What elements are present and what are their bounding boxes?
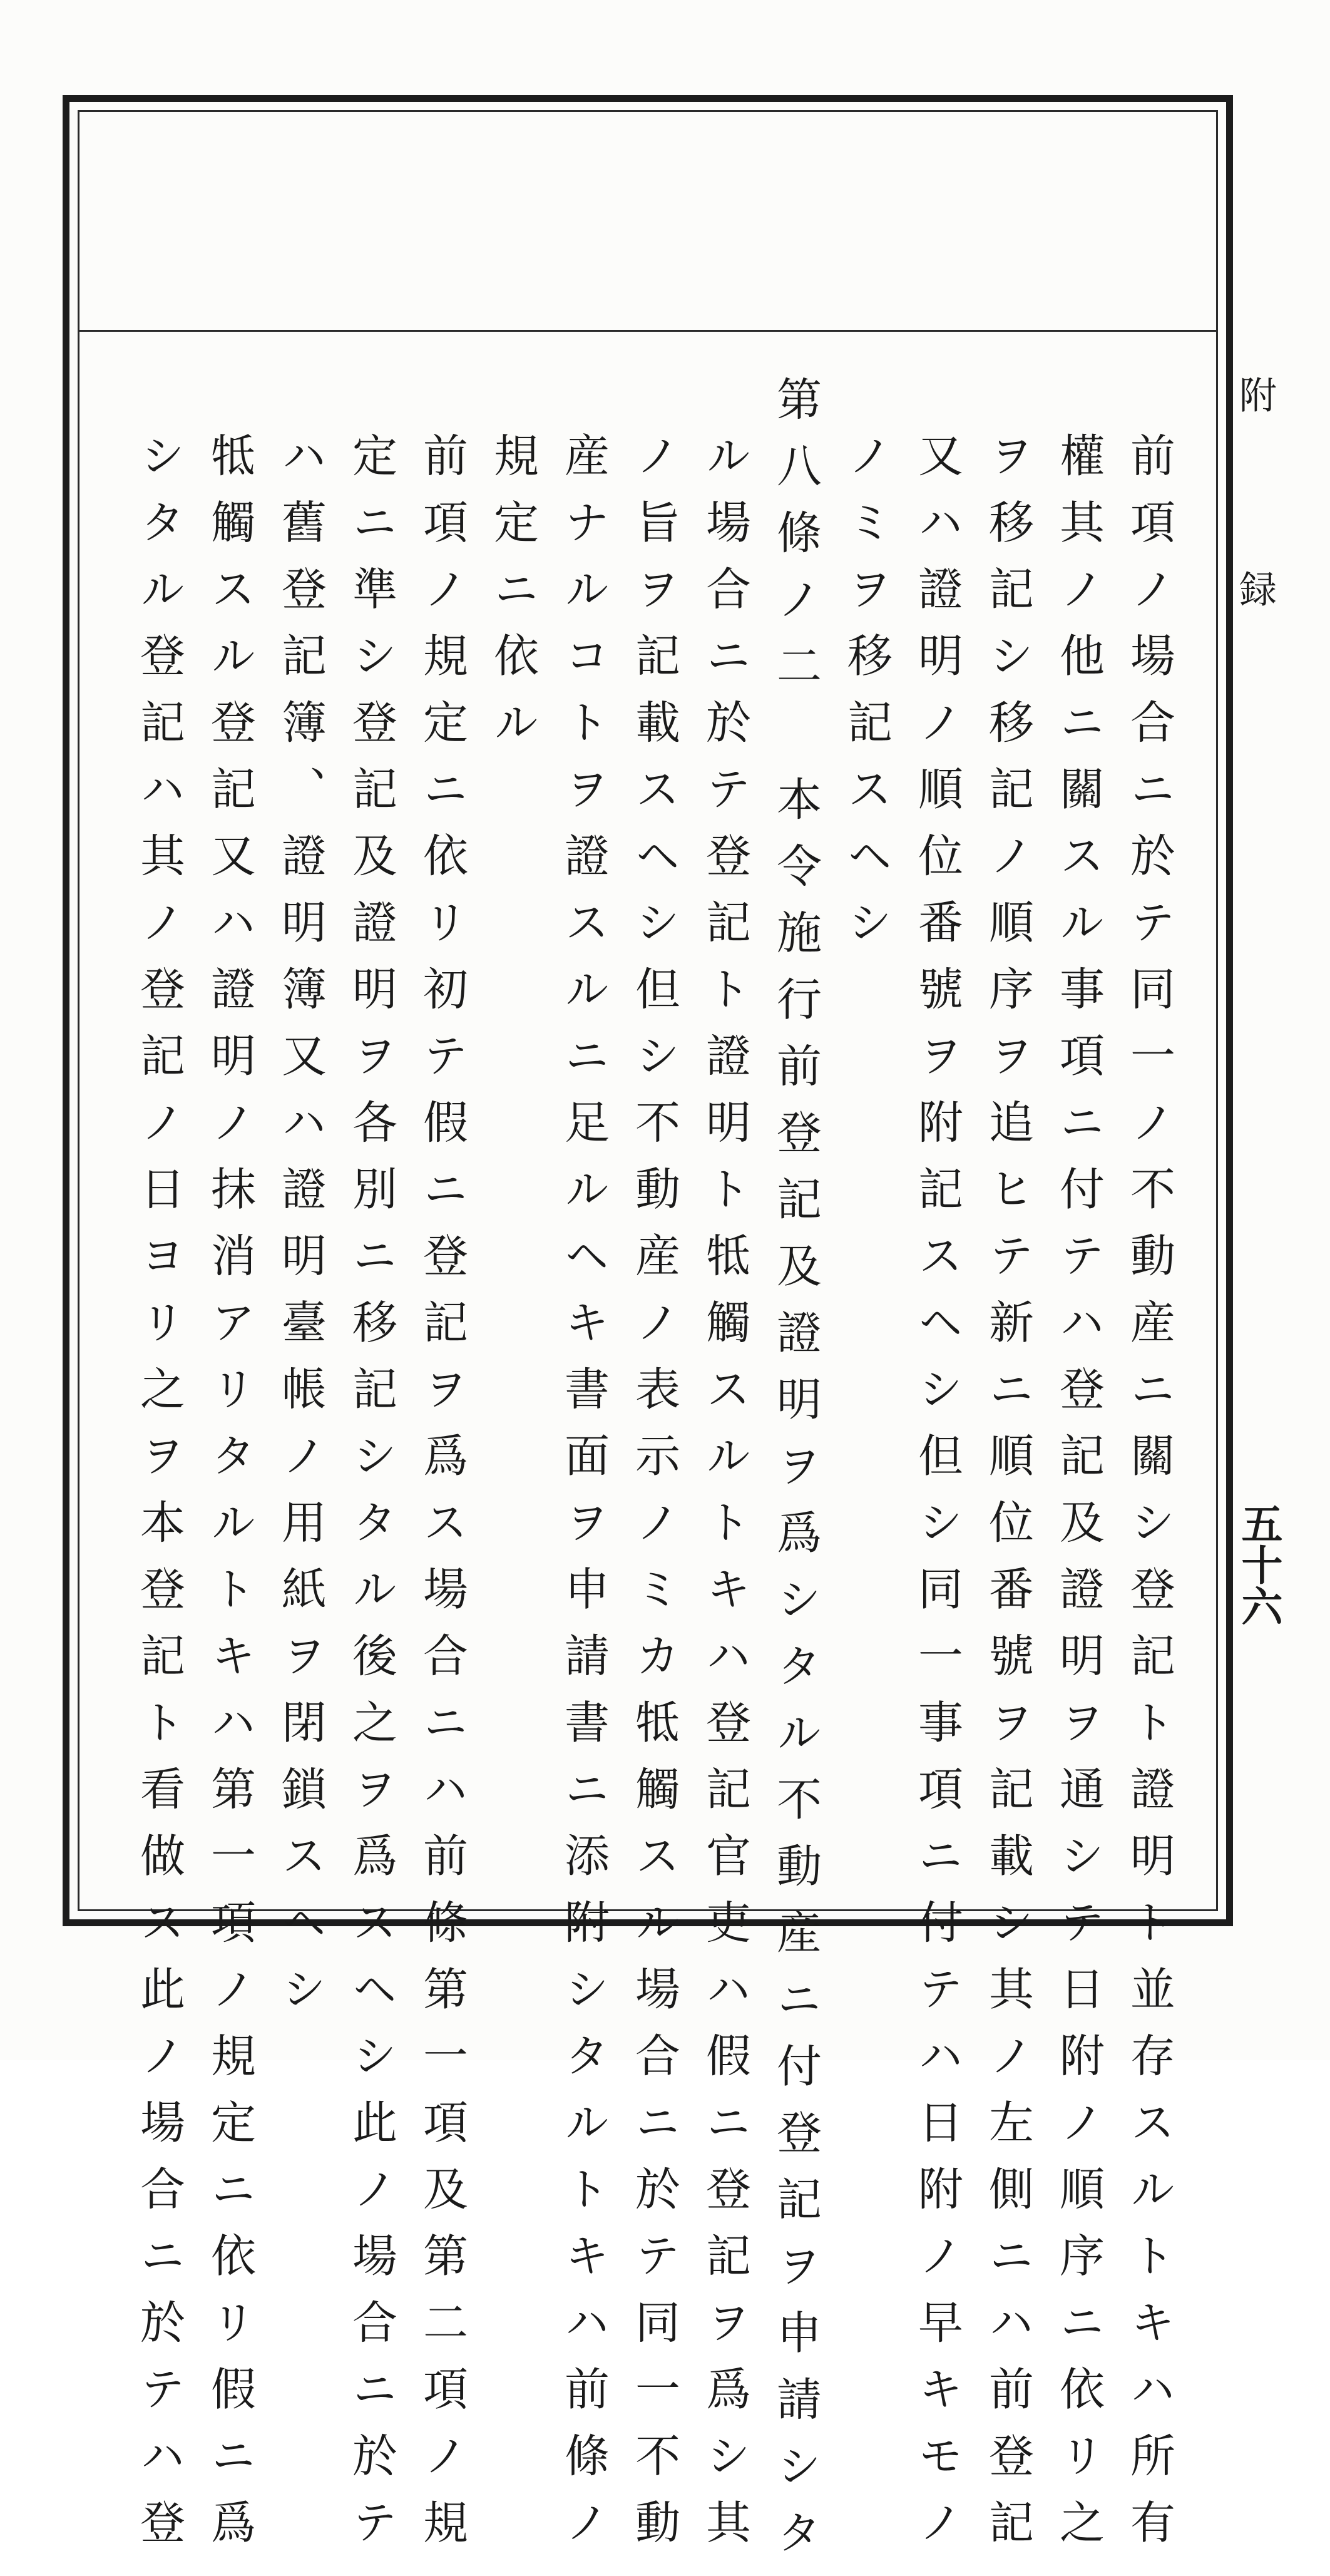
text-column-6: 第八條ノ二 本令施行前登記及證明ヲ爲シタル不動産ニ付登記ヲ申請シタ bbox=[769, 376, 822, 2576]
text-column-10: 規定ニ依ル bbox=[486, 432, 539, 766]
text-column-15: シタル登記ハ其ノ登記ノ日ヨリ之ヲ本登記ト看做ス此ノ場合ニ於テハ登 bbox=[133, 432, 185, 2565]
text-column-8: ノ旨ヲ記載スヘシ但シ不動産ノ表示ノミカ牴觸スル場合ニ於テ同一不動 bbox=[628, 432, 680, 2565]
text-column-5: ノミヲ移記スヘシ bbox=[840, 432, 893, 965]
text-column-9: 産ナルコトヲ證スルニ足ルヘキ書面ヲ申請書ニ添附シタルトキハ前條ノ bbox=[557, 432, 610, 2565]
text-column-4: 又ハ證明ノ順位番號ヲ附記スヘシ但シ同一事項ニ付テハ日附ノ早キモノ bbox=[911, 432, 963, 2565]
text-column-14: 牴觸スル登記又ハ證明ノ抹消アリタルトキハ第一項ノ規定ニ依リ假ニ爲 bbox=[203, 432, 256, 2565]
text-column-1: 前項ノ場合ニ於テ同一ノ不動産ニ關シ登記ト證明ト並存スルトキハ所有 bbox=[1123, 432, 1175, 2565]
text-column-11: 前項ノ規定ニ依リ初テ假ニ登記ヲ爲ス場合ニハ前條第一項及第二項ノ規 bbox=[416, 432, 468, 2565]
side-title: 附 録 bbox=[1233, 376, 1277, 664]
text-column-7: ル場合ニ於テ登記ト證明ト牴觸スルトキハ登記官吏ハ假ニ登記ヲ爲シ其 bbox=[698, 432, 751, 2565]
text-column-3: ヲ移記シ移記ノ順序ヲ追ヒテ新ニ順位番號ヲ記載シ其ノ左側ニハ前登記 bbox=[981, 432, 1034, 2565]
text-column-13: ハ舊登記簿、證明簿又ハ證明臺帳ノ用紙ヲ閉鎖スヘシ bbox=[274, 432, 327, 2032]
text-column-2: 權其ノ他ニ關スル事項ニ付テハ登記及證明ヲ通シテ日附ノ順序ニ依リ之 bbox=[1052, 432, 1105, 2565]
header-rule bbox=[78, 330, 1218, 332]
page-number: 五十六 bbox=[1234, 1502, 1283, 1626]
text-column-12: 定ニ準シ登記及證明ヲ各別ニ移記シタル後之ヲ爲スヘシ此ノ場合ニ於テ bbox=[345, 432, 397, 2565]
